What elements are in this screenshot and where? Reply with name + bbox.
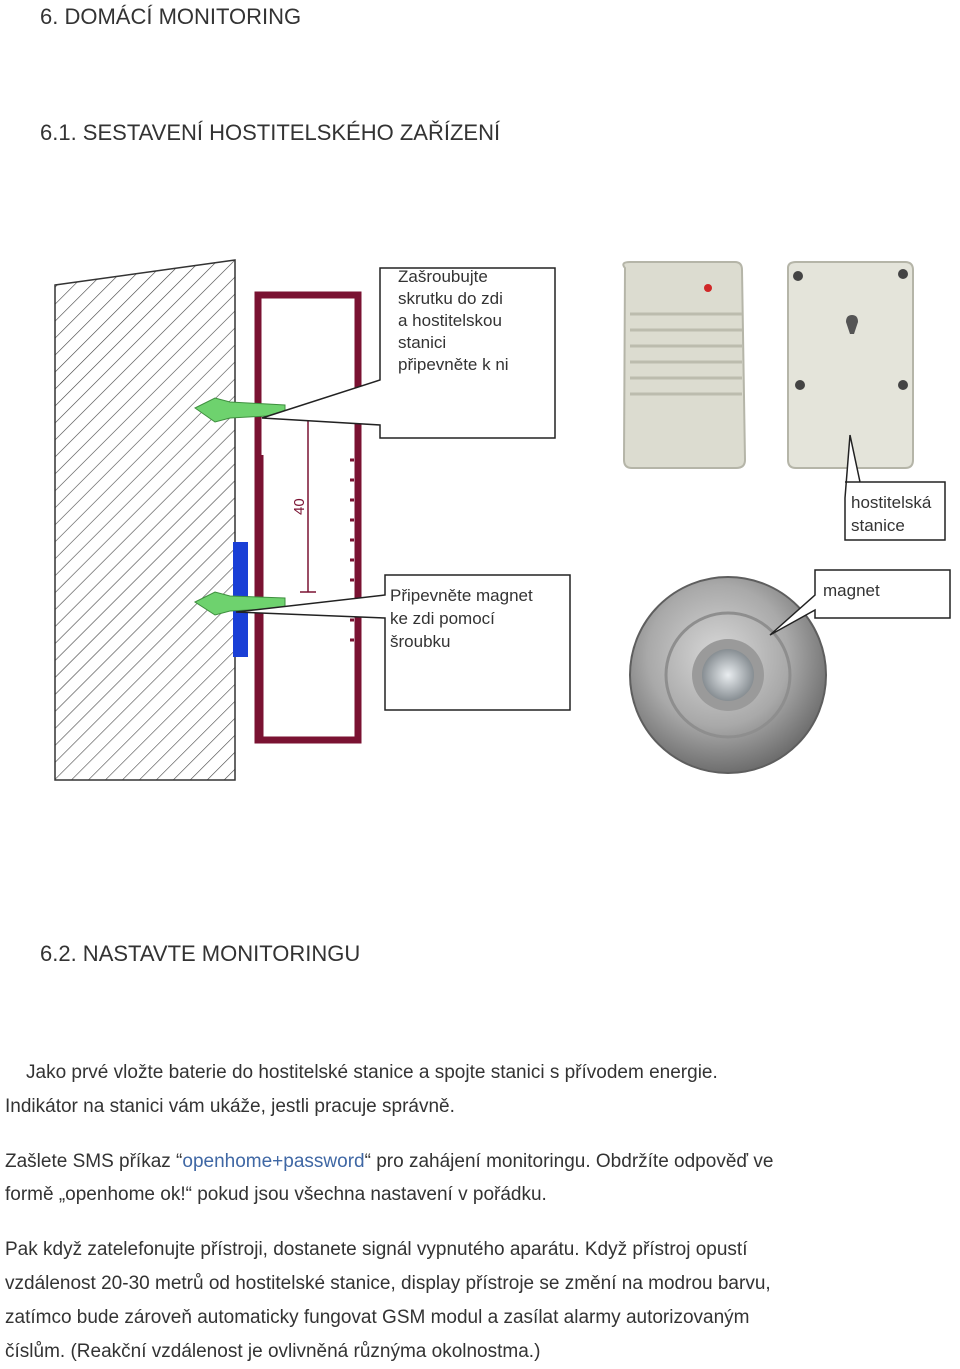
installation-figure (0, 240, 960, 800)
screw-hole-icon (795, 380, 805, 390)
subsection-heading-assembly: 6.1. SESTAVENÍ HOSTITELSKÉHO ZAŘÍZENÍ (40, 120, 501, 145)
subsection-heading-setup: 6.2. NASTAVTE MONITORINGU (40, 941, 361, 966)
paragraph-3-line-3: zatímco bude zároveň automaticky fungovat GSM modul a zasílat alarmy autorizovaným (5, 1307, 750, 1328)
svg-text:Zašroubujte: Zašroubujte (398, 267, 488, 286)
screw-hole-icon (793, 271, 803, 281)
svg-text:a hostitelskou: a hostitelskou (398, 311, 502, 330)
paragraph-1-line-1: Jako prvé vložte baterie do hostitelské stanice a spojte stanici s přívodem energie. (26, 1062, 718, 1083)
svg-text:šroubku: šroubku (390, 632, 451, 651)
sms-command: openhome+password (182, 1151, 365, 1172)
paragraph-2-line-2: formě „openhome ok!“ pokud jsou všechna nastavení v pořádku. (5, 1184, 547, 1205)
section-heading: 6. DOMÁCÍ MONITORING (40, 4, 302, 29)
paragraph-3-line-4: číslům. (Reakční vzdálenost je ovlivněná různýma okolnostma.) (5, 1341, 541, 1362)
led-indicator (704, 284, 712, 292)
sms-text-post: “ pro zahájení monitoringu. Obdržíte odpověď ve (364, 1151, 774, 1172)
svg-text:skrutku do zdi: skrutku do zdi (398, 289, 503, 308)
svg-text:ke zdi pomocí: ke zdi pomocí (390, 609, 495, 628)
sms-text-pre: Zašlete SMS příkaz “ (5, 1151, 183, 1172)
host-station-front-image (623, 262, 745, 468)
paragraph-2-line-1 (5, 1145, 773, 1179)
dimension-label: 40 (291, 498, 308, 515)
svg-text:stanici: stanici (398, 333, 447, 352)
wall-section (55, 260, 235, 780)
svg-text:Připevněte magnet: Připevněte magnet (390, 586, 533, 605)
svg-text:hostitelská: hostitelská (851, 493, 932, 512)
screw-hole-icon (898, 380, 908, 390)
callout-magnet-instructions (236, 575, 570, 710)
magnet-image (630, 577, 826, 773)
dimension-line (291, 418, 316, 592)
svg-text:magnet: magnet (823, 581, 880, 600)
paragraph-3-line-1: Pak když zatelefonujte přístroji, dostanete signál vypnutého aparátu. Když přístroj opustí (5, 1239, 748, 1260)
paragraph-3-line-2: vzdálenost 20-30 metrů od hostitelské stanice, display přístroje se změní na modrou barvu, (5, 1273, 771, 1294)
paragraph-1-line-2: Indikátor na stanici vám ukáže, jestli pracuje správně. (5, 1096, 455, 1117)
svg-text:připevněte k ni: připevněte k ni (398, 355, 509, 374)
screw-hole-icon (898, 269, 908, 279)
svg-text:stanice: stanice (851, 516, 905, 535)
